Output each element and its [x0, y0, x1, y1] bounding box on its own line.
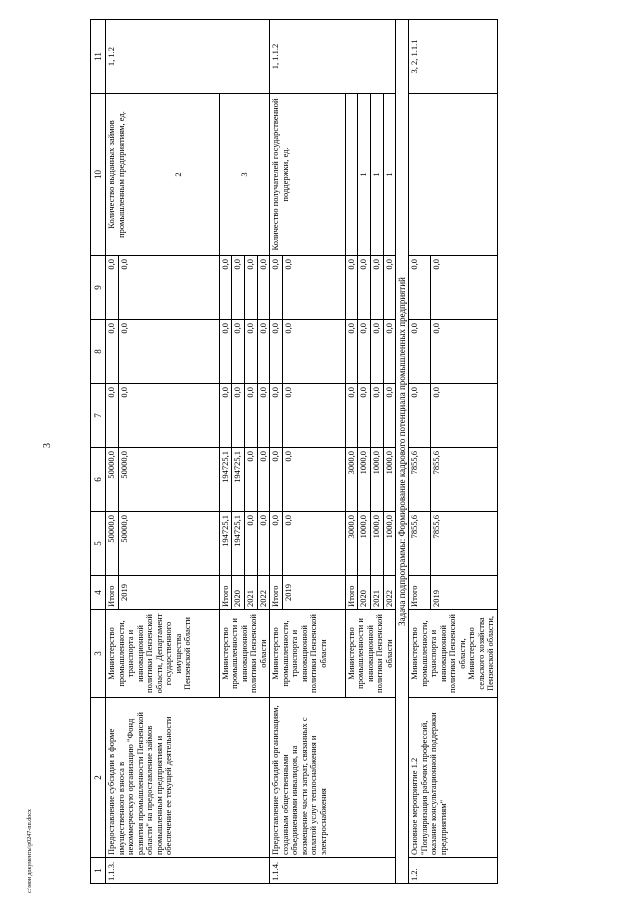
- indicator-name: Количество получателей государственной поддержки, ед.: [270, 94, 346, 256]
- value-cell: 0,0: [244, 384, 257, 448]
- year-cell: 2022: [257, 576, 270, 610]
- value-cell: 0,0: [430, 384, 497, 448]
- value-cell: 0,0: [257, 384, 270, 448]
- value-cell: 0,0: [370, 384, 383, 448]
- year-cell: 2020: [358, 576, 371, 610]
- value-cell: 0,0: [232, 320, 245, 384]
- year-cell: Итого: [409, 576, 431, 610]
- indicator-cell: [409, 94, 498, 256]
- header-cell: 7: [91, 384, 106, 448]
- year-cell: Итого: [219, 576, 232, 610]
- executor: Министерство промышленности, транспорта и инновационной политики Пензенской области, Департамент государственного имущества Пензенской области: [106, 610, 220, 698]
- year-cell: 2019: [430, 576, 497, 610]
- value-cell: 0,0: [370, 256, 383, 320]
- row-number: 1.2.: [409, 858, 498, 884]
- value-cell: 50000,0: [106, 448, 119, 512]
- value-cell: 0,0: [244, 256, 257, 320]
- value-cell: 0,0: [219, 384, 232, 448]
- value-cell: 0,0: [370, 320, 383, 384]
- executor: Министерство промышленности, транспорта и инновационной политики Пензенской области: [270, 610, 346, 698]
- value-cell: 0,0: [219, 256, 232, 320]
- value-cell: 0,0: [270, 256, 283, 320]
- executor: Министерство промышленности и инновационной политики Пензенской области: [345, 610, 396, 698]
- value-cell: 0,0: [358, 384, 371, 448]
- indicator-value: [345, 94, 358, 256]
- value-cell: 0,0: [257, 448, 270, 512]
- header-cell: 8: [91, 320, 106, 384]
- value-cell: 50000,0: [118, 448, 219, 512]
- value-cell: 1000,0: [370, 512, 383, 576]
- row-number: 1.1.3.: [106, 858, 270, 884]
- year-cell: 2022: [383, 576, 396, 610]
- value-cell: 7855,6: [430, 448, 497, 512]
- value-cell: 0,0: [106, 384, 119, 448]
- value-cell: 0,0: [409, 384, 431, 448]
- value-cell: 0,0: [282, 512, 345, 576]
- value-cell: 1000,0: [370, 448, 383, 512]
- value-cell: 0,0: [409, 320, 431, 384]
- measure-name: Предоставление субсидий организациям, созданным общественными объединениями инвалидов, на возмещение части затрат, связанных с оплатой услуг теплоснабжения и электроснабжения: [270, 698, 396, 858]
- value-cell: 1000,0: [358, 512, 371, 576]
- value-cell: 1000,0: [358, 448, 371, 512]
- value-cell: 0,0: [383, 384, 396, 448]
- value-cell: 0,0: [244, 448, 257, 512]
- value-cell: 0,0: [244, 512, 257, 576]
- header-cell: 9: [91, 256, 106, 320]
- year-cell: 2019: [282, 576, 345, 610]
- value-cell: 0,0: [257, 320, 270, 384]
- program-measures-table: [90, 19, 498, 884]
- value-cell: 0,0: [383, 256, 396, 320]
- footer-file-path: c:\мои документы\р0247-пп.docx: [27, 809, 33, 893]
- value-cell: 194725,1: [219, 448, 232, 512]
- value-cell: 0,0: [270, 320, 283, 384]
- value-cell: 194725,1: [232, 512, 245, 576]
- year-cell: 2021: [370, 576, 383, 610]
- year-cell: 2020: [232, 576, 245, 610]
- value-cell: 0,0: [345, 256, 358, 320]
- value-cell: 0,0: [358, 256, 371, 320]
- header-cell: 3: [91, 610, 106, 698]
- header-cell: 11: [91, 20, 106, 94]
- indicator-value: 1: [358, 94, 371, 256]
- table-row: [270, 20, 283, 884]
- header-row: [91, 20, 106, 884]
- value-cell: 7855,6: [409, 512, 431, 576]
- value-cell: 0,0: [282, 320, 345, 384]
- value-cell: 0,0: [409, 256, 431, 320]
- value-cell: 0,0: [106, 256, 119, 320]
- year-cell: Итого: [270, 576, 283, 610]
- value-cell: 3000,0: [345, 448, 358, 512]
- value-cell: 50000,0: [106, 512, 119, 576]
- header-cell: 6: [91, 448, 106, 512]
- header-cell: 2: [91, 698, 106, 858]
- value-cell: 0,0: [118, 384, 219, 448]
- value-cell: 1000,0: [383, 512, 396, 576]
- task-row: [396, 20, 409, 884]
- rotated-table-wrapper: [90, 20, 632, 884]
- value-cell: 0,0: [282, 256, 345, 320]
- value-cell: 0,0: [345, 384, 358, 448]
- value-cell: 0,0: [383, 320, 396, 384]
- year-cell: 2019: [118, 576, 219, 610]
- value-cell: 0,0: [118, 256, 219, 320]
- value-cell: 0,0: [232, 256, 245, 320]
- subprogram-task: Задача подпрограммы: Формирование кадрового потенциала промышленных предприятий: [396, 20, 409, 884]
- indicator-cell: [106, 94, 220, 256]
- table-row: [409, 20, 431, 884]
- value-cell: 50000,0: [118, 512, 219, 576]
- code-cell: 1, 1.1.2: [270, 20, 396, 94]
- executor: Министерство промышленности и инновационной политики Пензенской области: [219, 610, 270, 698]
- indicator-value: 1: [383, 94, 396, 256]
- value-cell: 0,0: [232, 384, 245, 448]
- table-row: [106, 20, 119, 884]
- value-cell: 0,0: [118, 320, 219, 384]
- value-cell: 0,0: [270, 512, 283, 576]
- value-cell: 0,0: [430, 256, 497, 320]
- header-cell: 1: [91, 858, 106, 884]
- value-cell: 0,0: [270, 448, 283, 512]
- indicator-value: 3: [219, 94, 270, 256]
- indicator-name: Количество выданных займов промышленным предприятиям, ед.: [106, 111, 126, 238]
- value-cell: 1000,0: [383, 448, 396, 512]
- header-cell: 4: [91, 576, 106, 610]
- header-cell: 10: [91, 94, 106, 256]
- value-cell: 0,0: [270, 384, 283, 448]
- value-cell: 7855,6: [430, 512, 497, 576]
- value-cell: 0,0: [244, 320, 257, 384]
- code-cell: 1, 1.2: [106, 20, 270, 94]
- value-cell: 194725,1: [219, 512, 232, 576]
- value-cell: 0,0: [358, 320, 371, 384]
- value-cell: 194725,1: [232, 448, 245, 512]
- value-cell: 0,0: [257, 512, 270, 576]
- indicator-value: 1: [370, 94, 383, 256]
- year-cell: Итого: [106, 576, 119, 610]
- value-cell: 0,0: [345, 320, 358, 384]
- executor: Министерство промышленности, транспорта и инновационной политики Пензенской области, Министерство сельского хозяйства Пензенской области,: [409, 610, 498, 698]
- value-cell: 0,0: [282, 384, 345, 448]
- value-cell: 3000,0: [345, 512, 358, 576]
- code-cell: 3, 2, 1.1.1: [409, 20, 498, 94]
- value-cell: 7855,6: [409, 448, 431, 512]
- year-cell: Итого: [345, 576, 358, 610]
- measure-name: Предоставление субсидии в форме имущественного взноса в некоммерческую организацию "Фонд развития промышленности Пензенской области" на предоставление займов промышленным предприятиям и обеспечение ее текущей деятельности: [106, 698, 270, 858]
- value-cell: 0,0: [219, 320, 232, 384]
- year-cell: 2021: [244, 576, 257, 610]
- value-cell: 0,0: [106, 320, 119, 384]
- row-number: 1.1.4.: [270, 858, 396, 884]
- value-cell: 0,0: [257, 256, 270, 320]
- indicator-value: 2: [173, 172, 184, 177]
- header-cell: 5: [91, 512, 106, 576]
- value-cell: 0,0: [430, 320, 497, 384]
- page-number: 3: [42, 443, 53, 448]
- measure-name: Основное мероприятие 1.2 "Популяризация рабочих профессий, оказание консультационной поддержки предприятиям": [409, 698, 498, 858]
- value-cell: 0,0: [282, 448, 345, 512]
